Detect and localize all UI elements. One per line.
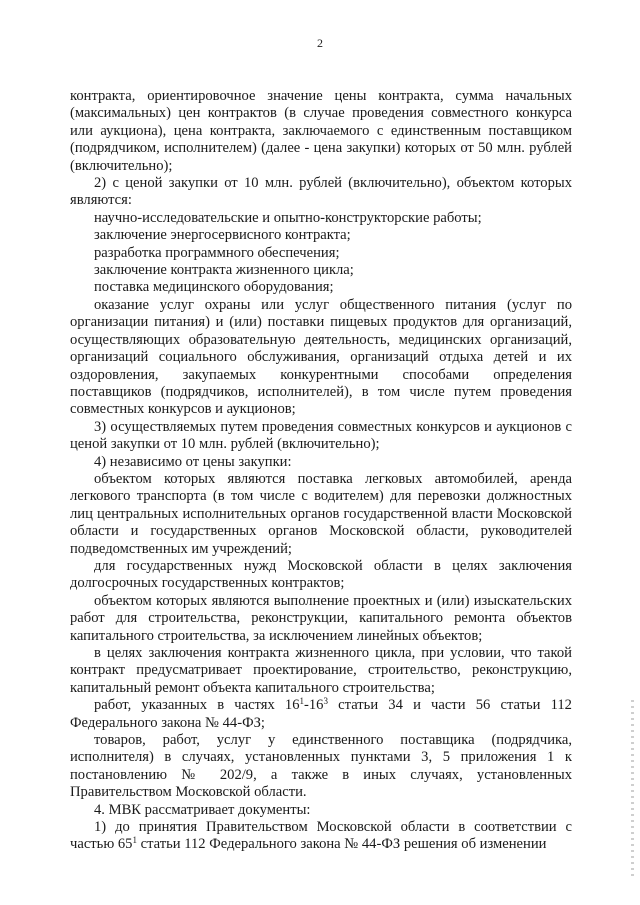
paragraph: 4) независимо от цены закупки:	[94, 453, 292, 470]
paragraph: 3) осуществляемых путем проведения совместных конкурсов и аукционов с ценой закупки от 10 млн. рублей (включительно);	[70, 418, 572, 453]
superscript: 1	[299, 696, 305, 707]
text-run: статьи 112 Федерального закона № 44-ФЗ решения об изменении	[136, 836, 547, 853]
list-item: для государственных нужд Московской области в целях заключения долгосрочных государственных контрактов;	[70, 557, 572, 592]
list-item: объектом которых являются поставка легковых автомобилей, аренда легкового транспорта (в том числе с водителем) для перевозки должностных лиц центральных исполнительных органов государственной власти Московской области и государственных органов Московской области, руководителей подведомственных им учреждений;	[70, 470, 572, 557]
list-item: поставка медицинского оборудования;	[94, 279, 334, 296]
section-heading: 4. МВК рассматривает документы:	[94, 801, 311, 818]
page-number: 2	[317, 36, 323, 50]
scan-margin-mark	[631, 700, 634, 880]
paragraph	[70, 819, 572, 854]
list-item	[70, 697, 572, 732]
list-item: в целях заключения контракта жизненного цикла, при условии, что такой контракт предусматривает проектирование, строительство, реконструкцию, капитальный ремонт объекта капитального строительства;	[70, 645, 572, 696]
list-item: объектом которых являются выполнение проектных и (или) изыскательских работ для строительства, реконструкции, капитального ремонта объектов капитального строительства, за исключением линейных объектов;	[70, 592, 572, 644]
paragraph: контракта, ориентировочное значение цены контракта, сумма начальных (максимальных) цен контрактов (в случае проведения совместного конкурса или аукциона), цена контракта, заключаемого с единственным поставщиком (подрядчиком, исполнителем) (далее - цена закупки) которых от 50 млн. рублей (включительно);	[70, 88, 572, 174]
list-item: разработка программного обеспечения;	[94, 244, 340, 261]
text-run: статьи 34 и части 56 статьи 112 Федерального закона № 44-ФЗ;	[70, 697, 572, 731]
text-run: 1) до принятия Правительством Московской области в соответствии с частью 65	[70, 819, 572, 853]
list-item: заключение контракта жизненного цикла;	[94, 262, 354, 279]
list-item: научно-исследовательские и опытно-конструкторские работы;	[94, 209, 482, 226]
paragraph: 2) с ценой закупки от 10 млн. рублей (включительно), объектом которых являются:	[70, 175, 572, 209]
list-item: оказание услуг охраны или услуг общественного питания (услуг по организации питания) и (или) поставки пищевых продуктов для организаций, осуществляющих образовательную деятельность, медицинских организаций, организаций социального обслуживания, организаций отдыха детей и их оздоровления, закупаемых конкурентными способами определения поставщиков (подрядчиков, исполнителей), в том числе путем проведения совместных конкурсов и аукционов;	[70, 296, 572, 418]
document-body	[70, 88, 572, 854]
list-item: товаров, работ, услуг у единственного поставщика (подрядчика, исполнителя) в случаях, установленных пунктами 3, 5 приложения 1 к постановлению № 202/9, а также в иных случаях, установленных Правительством Московской области.	[70, 732, 572, 801]
text-run: -16	[304, 697, 324, 714]
superscript: 3	[323, 696, 328, 707]
list-item: заключение энергосервисного контракта;	[94, 227, 351, 244]
superscript: 1	[132, 835, 137, 846]
text-run: работ, указанных в частях 16	[94, 697, 300, 714]
